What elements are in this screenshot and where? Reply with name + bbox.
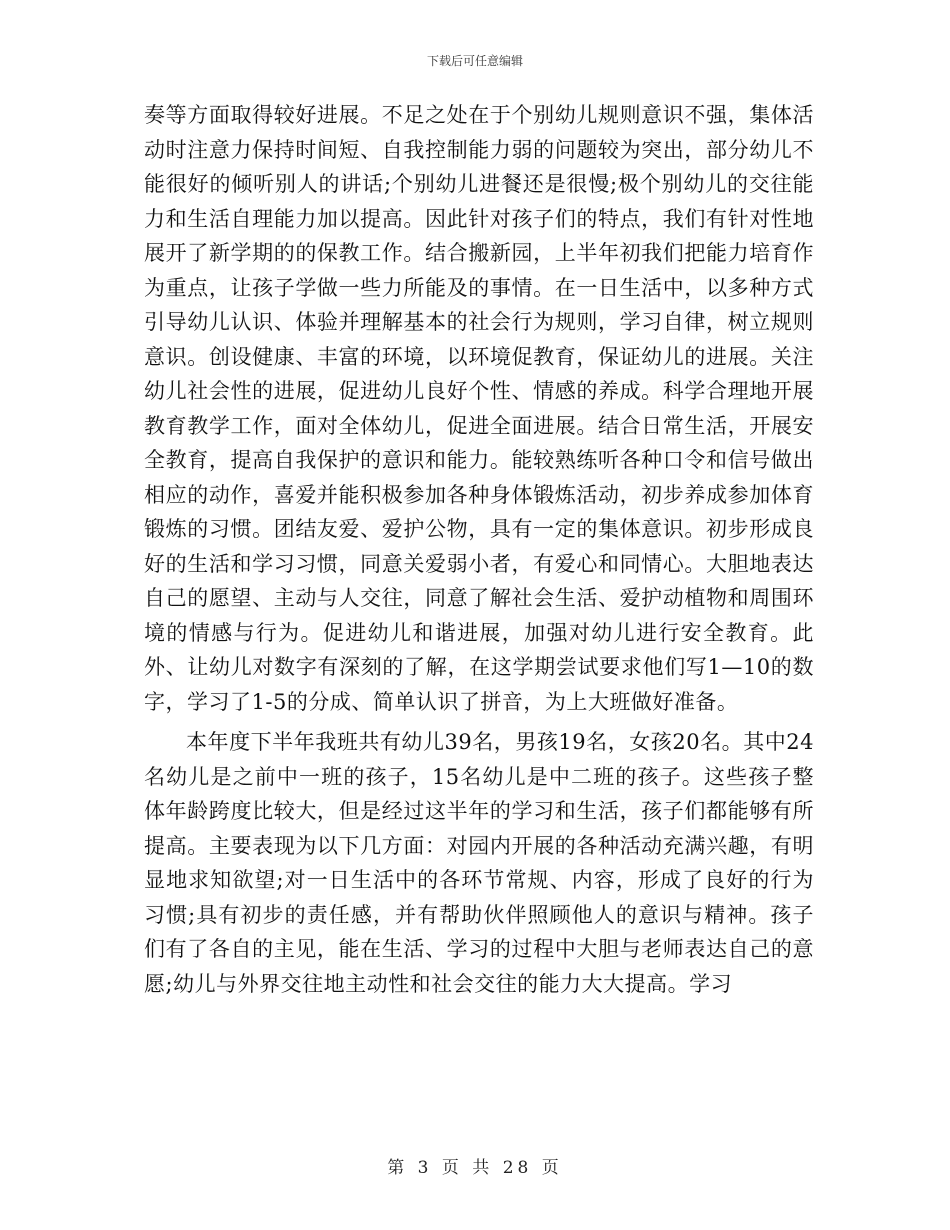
document-body [144,98,814,1001]
page-number-footer: 第 3 页 共 28 页 [387,1158,563,1178]
paragraph-continued: 奏等方面取得较好进展。不足之处在于个别幼儿规则意识不强，集体活动时注意力保持时间短、自我控制能力弱的问题较为突出，部分幼儿不能很好的倾听别人的讲话;个别幼儿进餐还是很慢;极个别幼儿的交往能力和生活自理能力加以提高。因此针对孩子们的特点，我们有针对性地展开了新学期的的保教工作。结合搬新园，上半年初我们把能力培育作为重点，让孩子学做一些力所能及的事情。在一日生活中，以多种方式引导幼儿认识、体验并理解基本的社会行为规则，学习自律，树立规则意识。创设健康、丰富的环境，以环境促教育，保证幼儿的进展。关注幼儿社会性的进展，促进幼儿良好个性、情感的养成。科学合理地开展教育教学工作，面对全体幼儿，促进全面进展。结合日常生活，开展安全教育，提高自我保护的意识和能力。能较熟练听各种口令和信号做出相应的动作，喜爱并能积极参加各种身体锻炼活动，初步养成参加体育锻炼的习惯。团结友爱、爱护公物，具有一定的集体意识。初步形成良好的生活和学习习惯，同意关爱弱小者，有爱心和同情心。大胆地表达自己的愿望、主动与人交往，同意了解社会生活、爱护动植物和周围环境的情感与行为。促进幼儿和谐进展，加强对幼儿进行安全教育。此外、让幼儿对数字有深刻的了解，在这学期尝试要求他们写1—10的数字，学习了1-5的分成、简单认识了拼音，为上大班做好准备。 [144,103,814,714]
paragraph-class-summary: 本年度下半年我班共有幼儿39名，男孩19名，女孩20名。其中24名幼儿是之前中一班的孩子，15名幼儿是中二班的孩子。这些孩子整体年龄跨度比较大，但是经过这半年的学习和生活，孩子们都能够有所提高。主要表现为以下几方面：对园内开展的各种活动充满兴趣，有明显地求知欲望;对一日生活中的各环节常规、内容，形成了良好的行为习惯;具有初步的责任感，并有帮助伙伴照顾他人的意识与精神。孩子们有了各自的主见，能在生活、学习的过程中大胆与老师表达自己的意愿;幼儿与外界交往地主动性和社会交往的能力大大提高。学习 [144,730,814,996]
page-header-note: 下载后可任意编辑 [426,54,523,68]
